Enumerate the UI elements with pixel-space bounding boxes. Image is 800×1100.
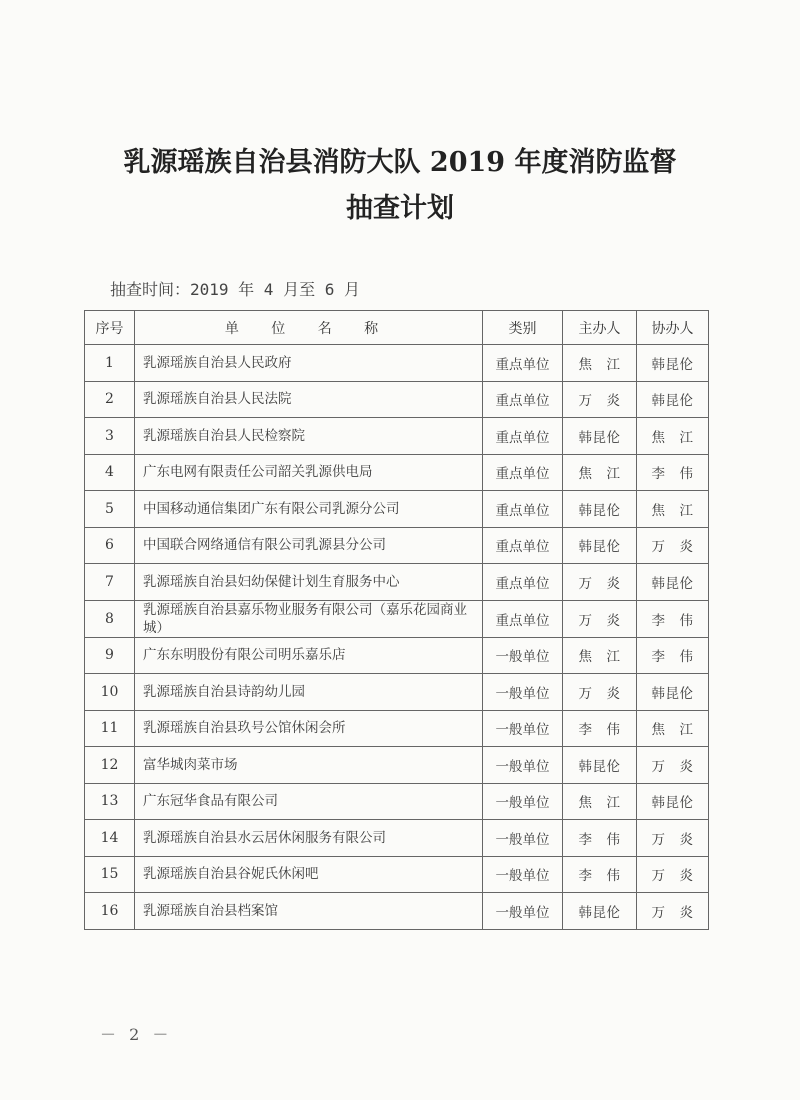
host-person: 焦 江 — [563, 345, 637, 382]
table-row — [85, 893, 709, 930]
table-row — [85, 747, 709, 784]
unit-name: 乳源瑶族自治县妇幼保健计划生育服务中心 — [135, 564, 483, 601]
row-number: 3 — [85, 418, 135, 455]
unit-category: 一般单位 — [483, 747, 563, 784]
host-person: 韩昆伦 — [563, 747, 637, 784]
inspection-period: 抽查时间：2019 年 4 月至 6 月 — [110, 280, 360, 299]
assistant-person: 万 炎 — [637, 820, 709, 857]
unit-name: 乳源瑶族自治县人民政府 — [135, 345, 483, 382]
document-title — [0, 140, 800, 232]
host-person: 李 伟 — [563, 856, 637, 893]
assistant-person: 万 炎 — [637, 527, 709, 564]
row-number: 4 — [85, 454, 135, 491]
row-number: 8 — [85, 600, 135, 637]
table-row — [85, 454, 709, 491]
row-number: 11 — [85, 710, 135, 747]
unit-category: 重点单位 — [483, 600, 563, 637]
unit-name: 乳源瑶族自治县玖号公馆休闲会所 — [135, 710, 483, 747]
assistant-person: 焦 江 — [637, 418, 709, 455]
table-row — [85, 491, 709, 528]
header-assistant: 协办人 — [637, 311, 709, 345]
header-unit-name: 单 位 名 称 — [135, 311, 483, 345]
table-row — [85, 820, 709, 857]
row-number: 15 — [85, 856, 135, 893]
unit-category: 一般单位 — [483, 856, 563, 893]
unit-category: 重点单位 — [483, 381, 563, 418]
host-person: 万 炎 — [563, 674, 637, 711]
unit-name: 乳源瑶族自治县谷妮氏休闲吧 — [135, 856, 483, 893]
table-row — [85, 674, 709, 711]
unit-category: 一般单位 — [483, 893, 563, 930]
table-row — [85, 345, 709, 382]
unit-category: 重点单位 — [483, 491, 563, 528]
assistant-person: 万 炎 — [637, 747, 709, 784]
assistant-person: 韩昆伦 — [637, 345, 709, 382]
title-line-1: 乳源瑶族自治县消防大队 2019 年度消防监督 — [123, 147, 677, 178]
host-person: 焦 江 — [563, 637, 637, 674]
table-row — [85, 564, 709, 601]
host-person: 万 炎 — [563, 564, 637, 601]
table-row — [85, 381, 709, 418]
unit-category: 一般单位 — [483, 674, 563, 711]
row-number: 2 — [85, 381, 135, 418]
host-person: 万 炎 — [563, 381, 637, 418]
page-number: － 2 － — [100, 1025, 173, 1044]
unit-name: 乳源瑶族自治县水云居休闲服务有限公司 — [135, 820, 483, 857]
host-person: 李 伟 — [563, 820, 637, 857]
unit-name: 中国联合网络通信有限公司乳源县分公司 — [135, 527, 483, 564]
assistant-person: 李 伟 — [637, 637, 709, 674]
row-number: 14 — [85, 820, 135, 857]
host-person: 李 伟 — [563, 710, 637, 747]
host-person: 韩昆伦 — [563, 418, 637, 455]
host-person: 韩昆伦 — [563, 491, 637, 528]
header-category: 类别 — [483, 311, 563, 345]
unit-category: 一般单位 — [483, 783, 563, 820]
unit-name: 广东冠华食品有限公司 — [135, 783, 483, 820]
unit-name: 中国移动通信集团广东有限公司乳源分公司 — [135, 491, 483, 528]
assistant-person: 李 伟 — [637, 600, 709, 637]
unit-name: 广东东明股份有限公司明乐嘉乐店 — [135, 637, 483, 674]
unit-category: 一般单位 — [483, 710, 563, 747]
host-person: 焦 江 — [563, 454, 637, 491]
table-row — [85, 783, 709, 820]
unit-category: 重点单位 — [483, 527, 563, 564]
title-line-2: 抽查计划 — [346, 193, 454, 224]
unit-category: 重点单位 — [483, 418, 563, 455]
unit-category: 重点单位 — [483, 564, 563, 601]
table-row — [85, 856, 709, 893]
unit-name: 富华城肉菜市场 — [135, 747, 483, 784]
row-number: 6 — [85, 527, 135, 564]
table-row — [85, 527, 709, 564]
row-number: 16 — [85, 893, 135, 930]
table-row — [85, 637, 709, 674]
table-row — [85, 710, 709, 747]
inspection-plan-table — [84, 310, 709, 930]
unit-name: 乳源瑶族自治县嘉乐物业服务有限公司（嘉乐花园商业城） — [135, 600, 483, 637]
host-person: 韩昆伦 — [563, 893, 637, 930]
header-seq: 序号 — [85, 311, 135, 345]
unit-name: 乳源瑶族自治县人民检察院 — [135, 418, 483, 455]
row-number: 10 — [85, 674, 135, 711]
row-number: 7 — [85, 564, 135, 601]
row-number: 5 — [85, 491, 135, 528]
row-number: 13 — [85, 783, 135, 820]
table-row — [85, 418, 709, 455]
unit-name: 乳源瑶族自治县诗韵幼儿园 — [135, 674, 483, 711]
host-person: 万 炎 — [563, 600, 637, 637]
table-row — [85, 600, 709, 637]
assistant-person: 万 炎 — [637, 893, 709, 930]
unit-category: 重点单位 — [483, 454, 563, 491]
unit-category: 一般单位 — [483, 637, 563, 674]
assistant-person: 李 伟 — [637, 454, 709, 491]
table-header-row — [85, 311, 709, 345]
row-number: 9 — [85, 637, 135, 674]
row-number: 12 — [85, 747, 135, 784]
unit-name: 广东电网有限责任公司韶关乳源供电局 — [135, 454, 483, 491]
assistant-person: 万 炎 — [637, 856, 709, 893]
unit-name: 乳源瑶族自治县档案馆 — [135, 893, 483, 930]
host-person: 韩昆伦 — [563, 527, 637, 564]
assistant-person: 韩昆伦 — [637, 381, 709, 418]
assistant-person: 焦 江 — [637, 710, 709, 747]
assistant-person: 韩昆伦 — [637, 564, 709, 601]
unit-category: 重点单位 — [483, 345, 563, 382]
assistant-person: 韩昆伦 — [637, 674, 709, 711]
unit-name: 乳源瑶族自治县人民法院 — [135, 381, 483, 418]
assistant-person: 韩昆伦 — [637, 783, 709, 820]
row-number: 1 — [85, 345, 135, 382]
header-host: 主办人 — [563, 311, 637, 345]
assistant-person: 焦 江 — [637, 491, 709, 528]
host-person: 焦 江 — [563, 783, 637, 820]
unit-category: 一般单位 — [483, 820, 563, 857]
